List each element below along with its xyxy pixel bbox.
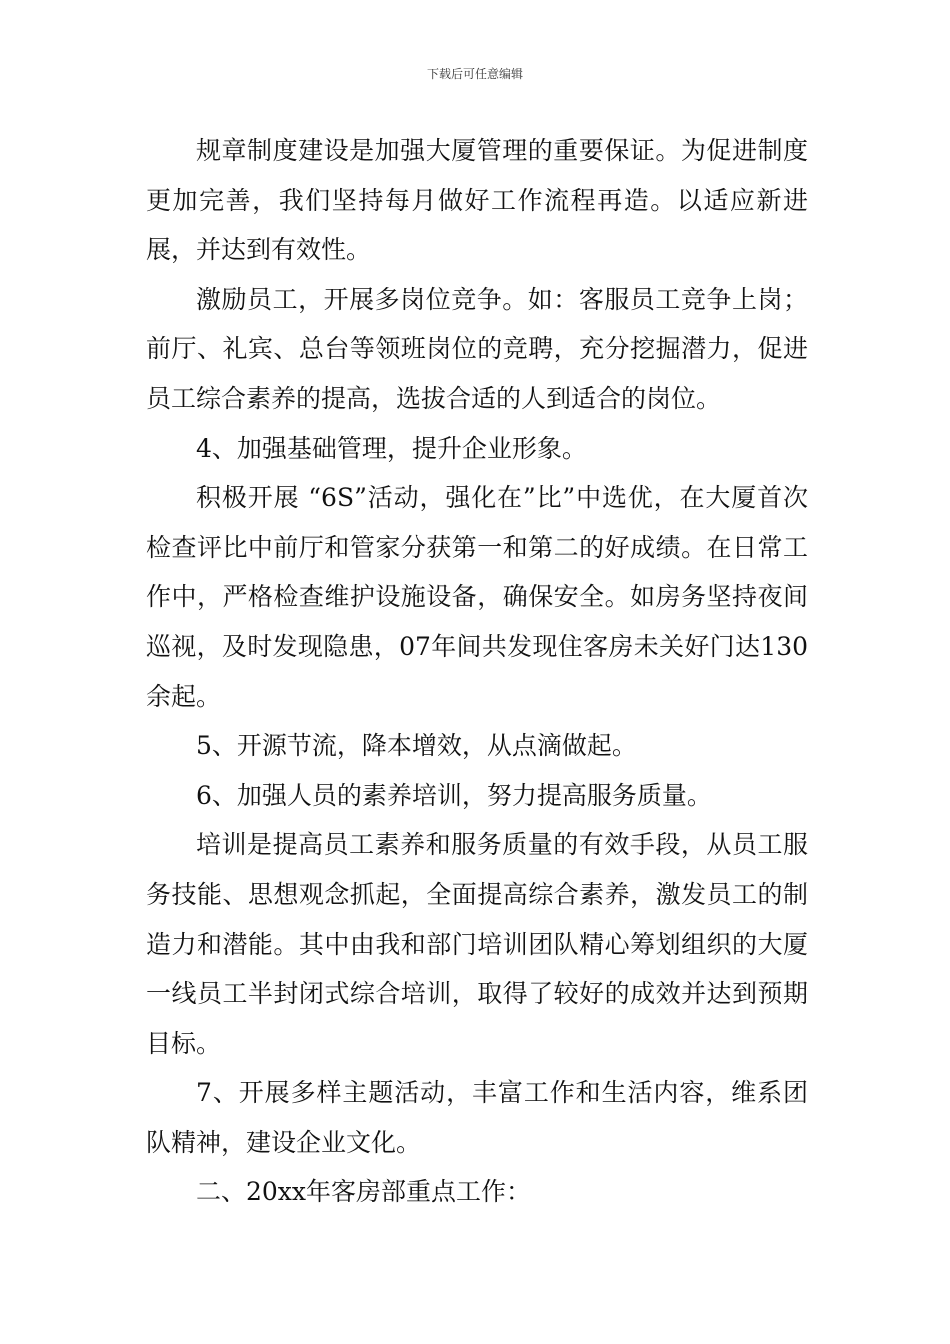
paragraph-training: 培训是提高员工素养和服务质量的有效手段，从员工服务技能、思想观念抓起，全面提高综合素养，激发员工的制造力和潜能。其中由我和部门培训团队精心筹划组织的大厦一线员工半封闭式综合培训，取得了较好的成效并达到预期目标。	[146, 830, 808, 1058]
paragraph-heading-7: 7、开展多样主题活动，丰富工作和生活内容，维系团队精神，建设企业文化。	[146, 1078, 808, 1157]
paragraph-heading-6: 6、加强人员的素养培训，努力提高服务质量。	[196, 780, 712, 810]
paragraph-section-2: 二、20xx年客房部重点工作：	[196, 1177, 532, 1207]
page-header: 下载后可任意编辑	[426, 67, 523, 81]
paragraph-rules-system: 规章制度建设是加强大厦管理的重要保证。为促进制度更加完善，我们坚持每月做好工作流程再造。以适应新进展，并达到有效性。	[146, 136, 808, 265]
paragraph-staff-incentive: 激励员工，开展多岗位竞争。如：客服员工竞争上岗；前厅、礼宾、总台等领班岗位的竞聘，充分挖掘潜力，促进员工综合素养的提高，选拔合适的人到适合的岗位。	[146, 284, 808, 413]
paragraph-heading-4: 4、加强基础管理，提升企业形象。	[196, 433, 587, 463]
document-body	[146, 126, 808, 1217]
paragraph-6s-activity: 积极开展 “6S”活动，强化在”比”中选优，在大厦首次检查评比中前厅和管家分获第一和第二的好成绩。在日常工作中，严格检查维护设施设备，确保安全。如房务坚持夜间巡视，及时发现隐患，07年间共发现住客房未关好门达130余起。	[146, 483, 808, 711]
paragraph-heading-5: 5、开源节流，降本增效，从点滴做起。	[196, 731, 637, 761]
